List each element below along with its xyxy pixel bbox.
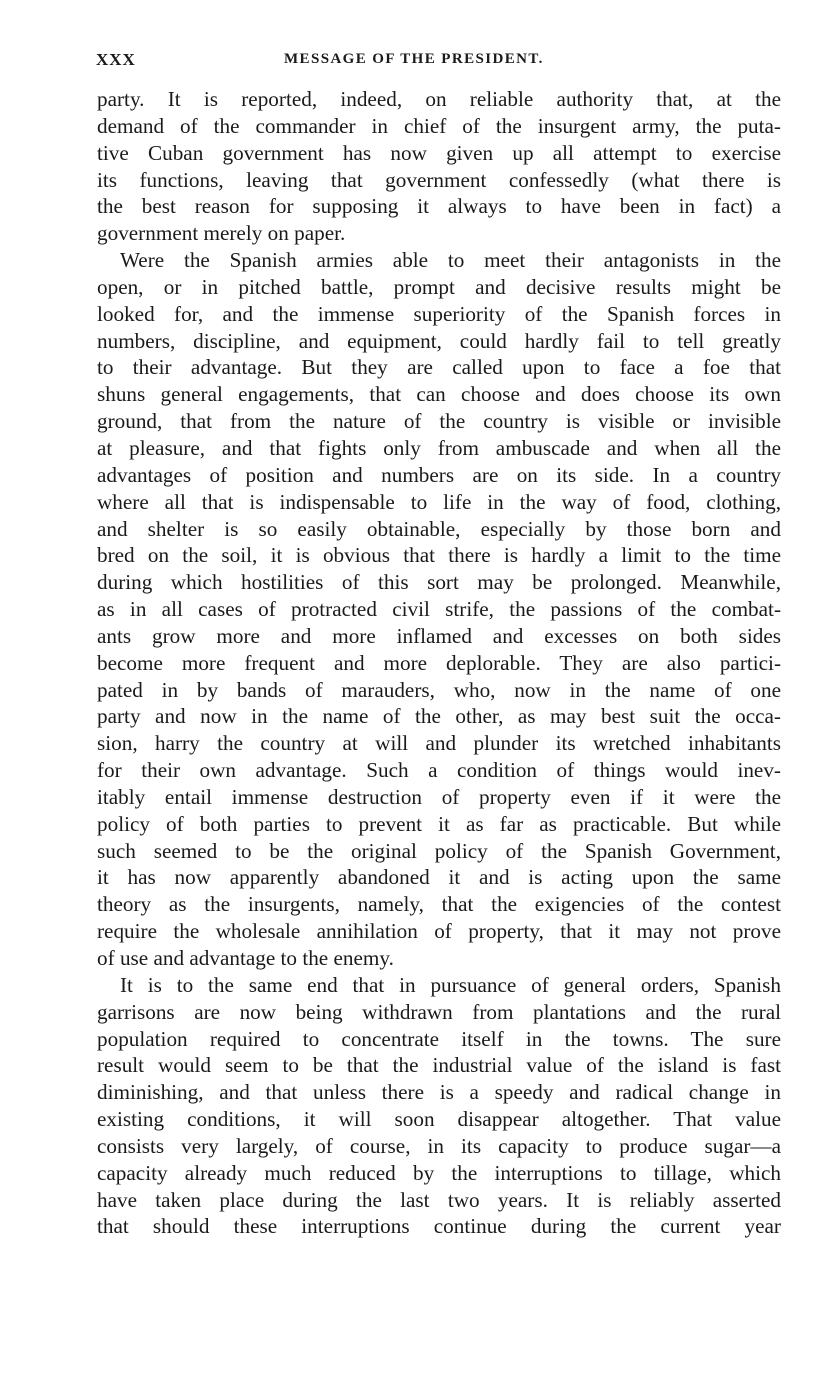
text-line: itably entail immense destruction of property even if it were the [97, 784, 781, 809]
text-line: demand of the commander in chief of the insurgent army, the puta- [97, 113, 781, 138]
text-line: where all that is indispensable to life in the way of food, clothing, [97, 489, 781, 514]
text-line: government merely on paper. [97, 221, 346, 246]
text-line: Were the Spanish armies able to meet their antagonists in the [120, 248, 781, 273]
text-line: to their advantage. But they are called upon to face a foe that [97, 355, 781, 380]
text-line: have taken place during the last two years. It is reliably asserted [97, 1187, 781, 1212]
text-line: It is to the same end that in pursuance of general orders, Spanish [120, 972, 781, 997]
page-header [96, 50, 786, 74]
text-line: pated in by bands of marauders, who, now in the name of one [97, 677, 781, 702]
text-line: for their own advantage. Such a condition of things would inev- [97, 758, 781, 783]
text-line: it has now apparently abandoned it and is acting upon the same [97, 865, 781, 890]
text-line: consists very largely, of course, in its capacity to produce sugar—a [97, 1133, 781, 1158]
text-line: policy of both parties to prevent it as far as practicable. But while [97, 811, 781, 836]
running-head: MESSAGE OF THE PRESIDENT. [284, 51, 544, 67]
text-line: capacity already much reduced by the interruptions to tillage, which [97, 1160, 781, 1185]
text-line: shuns general engagements, that can choose and does choose its own [97, 382, 781, 407]
text-line: advantages of position and numbers are on its side. In a country [97, 462, 781, 487]
text-line: require the wholesale annihilation of property, that it may not prove [97, 919, 781, 944]
text-line: during which hostilities of this sort may be prolonged. Meanwhile, [97, 570, 781, 595]
text-line: party. It is reported, indeed, on reliable authority that, at the [97, 87, 781, 111]
text-line: diminishing, and that unless there is a speedy and radical change in [97, 1080, 781, 1105]
text-line: at pleasure, and that fights only from ambuscade and when all the [97, 435, 781, 460]
text-line: existing conditions, it will soon disappear altogether. That value [97, 1107, 781, 1132]
page-number: XXX [96, 50, 136, 69]
text-line: theory as the insurgents, namely, that the exigencies of the contest [97, 892, 781, 917]
text-line: ants grow more and more inflamed and excesses on both sides [97, 623, 781, 648]
text-line: party and now in the name of the other, as may best suit the occa- [97, 704, 781, 729]
text-line: open, or in pitched battle, prompt and decisive results might be [97, 274, 781, 299]
text-line: bred on the soil, it is obvious that there is hardly a limit to the time [97, 543, 781, 568]
text-line: its functions, leaving that government confessedly (what there is [97, 167, 781, 192]
text-line: become more frequent and more deplorable. They are also partici- [97, 650, 781, 675]
text-line: result would seem to be that the industrial value of the island is fast [97, 1053, 781, 1078]
text-line: garrisons are now being withdrawn from plantations and the rural [97, 999, 781, 1024]
text-line: looked for, and the immense superiority of the Spanish forces in [97, 301, 781, 326]
text-line: numbers, discipline, and equipment, could hardly fail to tell greatly [97, 328, 781, 353]
text-line: ground, that from the nature of the country is visible or invisible [97, 409, 781, 434]
text-line: that should these interruptions continue during the current year [97, 1214, 781, 1239]
text-line: population required to concentrate itself in the towns. The sure [97, 1026, 781, 1051]
text-line: as in all cases of protracted civil strife, the passions of the combat- [97, 597, 781, 622]
text-line: such seemed to be the original policy of the Spanish Government, [97, 838, 781, 863]
body-text [97, 86, 781, 1240]
text-line: and shelter is so easily obtainable, especially by those born and [97, 516, 781, 541]
text-line: sion, harry the country at will and plunder its wretched inhabitants [97, 731, 781, 756]
text-line: the best reason for supposing it always to have been in fact) a [97, 194, 781, 219]
text-line: tive Cuban government has now given up all attempt to exercise [97, 140, 781, 165]
text-line: of use and advantage to the enemy. [97, 946, 394, 970]
